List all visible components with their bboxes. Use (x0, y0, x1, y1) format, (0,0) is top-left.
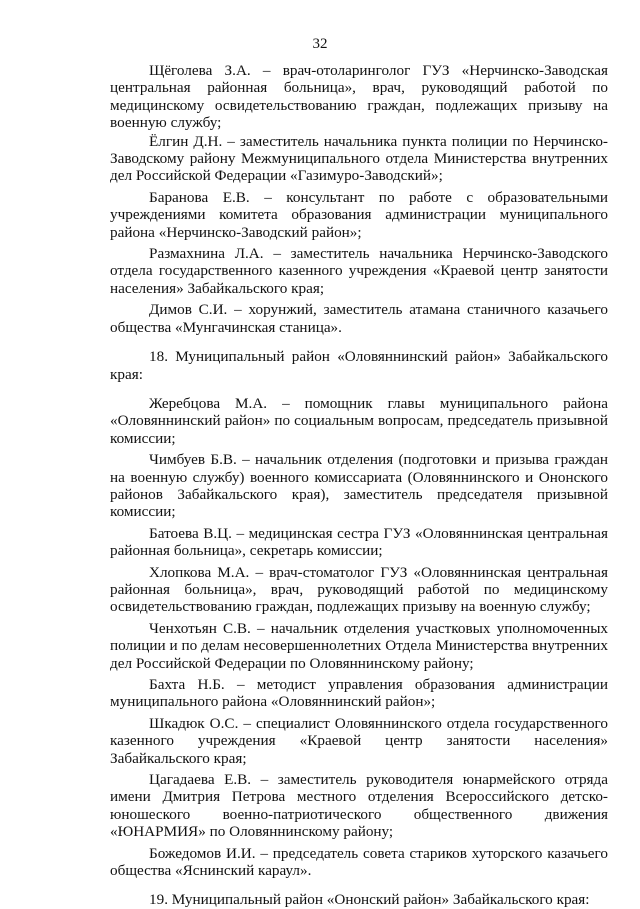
paragraph-member-baranova: Баранова Е.В. – консультант по работе с образовательными учреждениями комитета образования администрации муниципального района «Нерчинско-Заводский район»; (110, 188, 608, 241)
paragraph-member-batoeva: Батоева В.Ц. – медицинская сестра ГУЗ «Оловяннинская центральная районная больница», секретарь комиссии; (110, 524, 608, 560)
paragraph-member-bakhta: Бахта Н.Б. – методист управления образования администрации муниципального района «Оловяннинский район»; (110, 676, 608, 711)
page-number: 32 (312, 36, 328, 52)
paragraph-member-zherebtsova: Жеребцова М.А. – помощник главы муниципального района «Оловяннинский район» по социальным вопросам, председатель призывной комиссии; (110, 394, 608, 447)
paragraph-member-shkadyuk: Шкадюк О.С. – специалист Оловяннинского отдела государственного казенного учреждения «Краевой центр занятости населения» Забайкальского края; (110, 714, 608, 767)
paragraph-member-chenkhotyan: Ченхотьян С.В. – начальник отделения участковых уполномоченных полиции и по делам несовершеннолетних Отдела Министерства внутренних дел Российской Федерации по Оловяннинскому району; (110, 619, 608, 672)
paragraph-member-chimbuev: Чимбуев Б.В. – начальник отделения (подготовки и призыва граждан на военную службу) военного комиссариата (Оловяннинского и Ононского районов Забайкальского края), заместитель председателя призывной комиссии; (110, 451, 608, 521)
paragraph-member-bozhedomov: Божедомов И.И. – председатель совета стариков хуторского казачьего общества «Яснинский караул». (110, 844, 608, 880)
document-body (110, 62, 608, 909)
paragraph-member-tsagadaeva: Цагадаева Е.В. – заместитель руководителя юнармейского отряда имени Дмитрия Петрова местного отделения Всероссийского детско-юношеского военно-патриотического общественного движения «ЮНАРМИЯ» по Оловяннинскому району; (110, 771, 608, 841)
paragraph-member-khlopkova: Хлопкова М.А. – врач-стоматолог ГУЗ «Оловяннинская центральная районная больница», врач, руководящий работой по медицинскому освидетельствованию граждан, подлежащих призыву на военную службу; (110, 563, 608, 616)
section-heading-ononsky: 19. Муниципальный район «Ононский район» Забайкальского края: (149, 891, 590, 909)
paragraph-member-razmakhnina: Размахнина Л.А. – заместитель начальника Нерчинско-Заводского отдела государственного казенного учреждения «Краевой центр занятости населения» Забайкальского края; (110, 245, 608, 297)
section-heading-olovyanninsky: 18. Муниципальный район «Оловяннинский район» Забайкальского края: (110, 348, 608, 383)
paragraph-member-elgin: Ёлгин Д.Н. – заместитель начальника пункта полиции по Нерчинско-Заводскому району Межмуниципального отдела Министерства внутренних дел Российской Федерации «Газимуро-Заводский»; (110, 132, 608, 185)
paragraph-member-dimov: Димов С.И. – хорунжий, заместитель атамана станичного казачьего общества «Мунгачинская станица». (110, 301, 608, 336)
paragraph-member-shchegoleva: Щёголева З.А. – врач-отоларинголог ГУЗ «Нерчинско-Заводская центральная районная больница», врач, руководящий работой по медицинскому освидетельствованию граждан, подлежащих призыву на военную службу; (110, 62, 608, 132)
